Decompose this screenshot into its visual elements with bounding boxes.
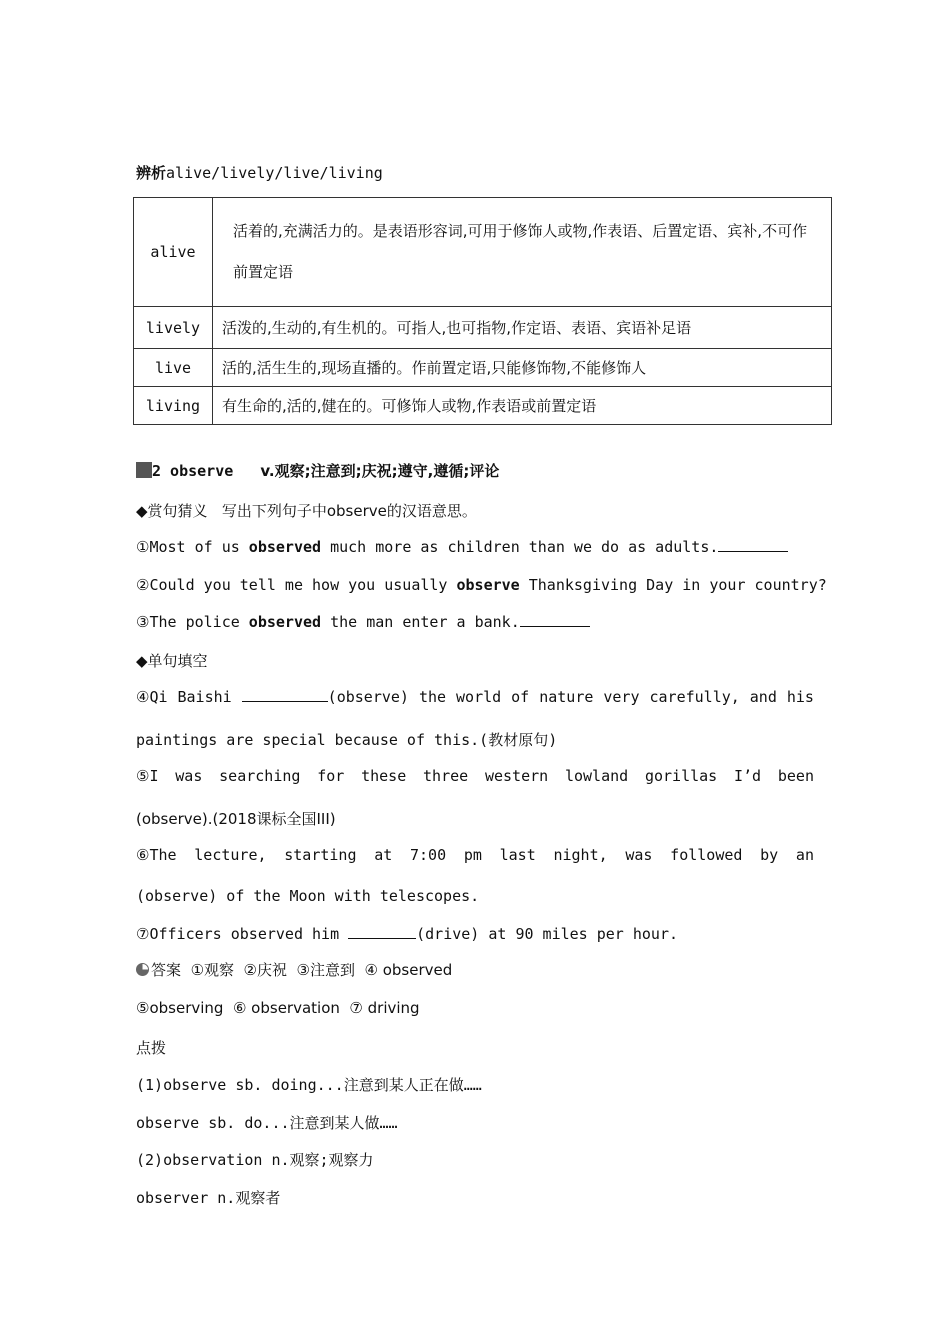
word: by: [760, 846, 779, 864]
table-word: lively: [134, 307, 213, 349]
instruction-text: 写出下列句子中observe的汉语意思。: [221, 502, 477, 520]
word: (observe): [327, 688, 409, 706]
question-5-line1: [136, 767, 814, 785]
sentence-text: ①Most of us: [136, 538, 249, 556]
sentence-text: (drive) at 90 miles per hour.: [416, 925, 679, 943]
word: ⑥The: [136, 846, 177, 864]
table-definition: 有生命的,活的,健在的。可修饰人或物,作表语或前置定语: [213, 387, 832, 425]
word: was: [175, 767, 203, 785]
word: and: [749, 688, 777, 706]
word: pm: [463, 846, 482, 864]
question-4-line1: [136, 688, 814, 706]
word: ⑤I: [136, 767, 159, 785]
answer-blank[interactable]: [718, 550, 788, 552]
table-row: [134, 198, 832, 307]
word: was: [625, 846, 653, 864]
entry-word: 2 observe: [152, 462, 234, 480]
heading-words: alive/lively/live/living: [166, 164, 383, 182]
word: followed: [670, 846, 743, 864]
heading-label: 辨析: [136, 164, 167, 182]
table-definition: 活的,活生生的,现场直播的。作前置定语,只能修饰物,不能修饰人: [213, 349, 832, 387]
sentence-text: ③The police: [136, 613, 249, 631]
word: I’d: [733, 767, 762, 785]
table-row: [134, 349, 832, 387]
word: his: [786, 688, 814, 706]
keyword: observed: [248, 538, 322, 556]
tip-line: observe sb. do...注意到某人做……: [136, 1114, 398, 1132]
tip-line: (1)observe sb. doing...注意到某人正在做……: [136, 1076, 482, 1094]
tips-title: 点拨: [136, 1039, 167, 1057]
word: 7:00: [409, 846, 447, 864]
answers-text: ①观察 ②庆祝 ③注意到 ④ observed: [190, 961, 453, 979]
section-title: ◆赏句猜义: [136, 502, 208, 520]
table-definition: 活着的,充满活力的。是表语形容词,可用于修饰人或物,作表语、后置定语、宾补,不可作前置定语: [213, 198, 832, 307]
sentence-text: much more as children than we do as adults.: [321, 538, 719, 556]
keyword: observed: [248, 613, 322, 631]
word: Baishi: [177, 688, 232, 706]
word: nature: [539, 688, 594, 706]
sentence-3: [136, 613, 590, 631]
tip-line: (2)observation n.观察;观察力: [136, 1151, 374, 1169]
word: gorillas: [644, 767, 718, 785]
answers-line1: [136, 959, 452, 980]
word: lowland: [564, 767, 629, 785]
table-row: [134, 307, 832, 349]
word: very: [603, 688, 640, 706]
word: ④Qi: [136, 688, 168, 706]
question-4-line2: paintings are special because of this.(教材原句): [136, 731, 558, 749]
word: these: [361, 767, 407, 785]
question-7: [136, 925, 678, 943]
word: three: [423, 767, 469, 785]
sentence-text: the man enter a bank.: [321, 613, 520, 631]
word: at: [374, 846, 393, 864]
answer-icon: [136, 963, 149, 976]
answers-label: 答案: [151, 961, 182, 979]
word: starting: [284, 846, 357, 864]
word: the: [418, 688, 447, 706]
question-5-line2: (observe).(2018课标全国III): [136, 810, 336, 828]
answer-blank[interactable]: [242, 700, 328, 702]
word: of: [511, 688, 530, 706]
table-row: [134, 387, 832, 425]
word: carefully,: [649, 688, 740, 706]
question-6-line2: (observe) of the Moon with telescopes.: [136, 887, 480, 905]
section-title: ◆单句填空: [136, 652, 208, 670]
word: searching: [219, 767, 301, 785]
word: an: [795, 846, 814, 864]
keyword: observe: [456, 576, 520, 594]
question-6-line1: [136, 846, 814, 864]
blank-group: [242, 688, 409, 706]
entry-heading: [136, 460, 499, 481]
word: western: [484, 767, 549, 785]
table-definition: 活泼的,生动的,有生机的。可指人,也可指物,作定语、表语、宾语补足语: [213, 307, 832, 349]
answers-line2: ⑤observing ⑥ observation ⑦ driving: [136, 999, 420, 1017]
table-word: living: [134, 387, 213, 425]
section-instruction: [136, 500, 477, 521]
table-word: live: [134, 349, 213, 387]
comparison-table: [133, 197, 832, 425]
table-word: alive: [134, 198, 213, 307]
sentence-text: ②Could you tell me how you usually: [136, 576, 457, 594]
word: lecture,: [194, 846, 267, 864]
word: night,: [553, 846, 608, 864]
word: last: [499, 846, 536, 864]
sentence-1: [136, 538, 788, 556]
tip-line: observer n.观察者: [136, 1189, 281, 1207]
sentence-text: ⑦Officers observed him: [136, 925, 349, 943]
word: world: [456, 688, 502, 706]
word: been: [777, 767, 814, 785]
word: for: [317, 767, 345, 785]
entry-meaning: v.观察;注意到;庆祝;遵守,遵循;评论: [260, 462, 500, 480]
sentence-text: Thanksgiving Day in your country?: [519, 576, 827, 594]
section-heading: [136, 162, 383, 183]
sentence-2: [136, 576, 827, 594]
square-bullet-icon: [136, 462, 152, 478]
answer-blank[interactable]: [520, 625, 590, 627]
answer-blank[interactable]: [348, 937, 416, 939]
